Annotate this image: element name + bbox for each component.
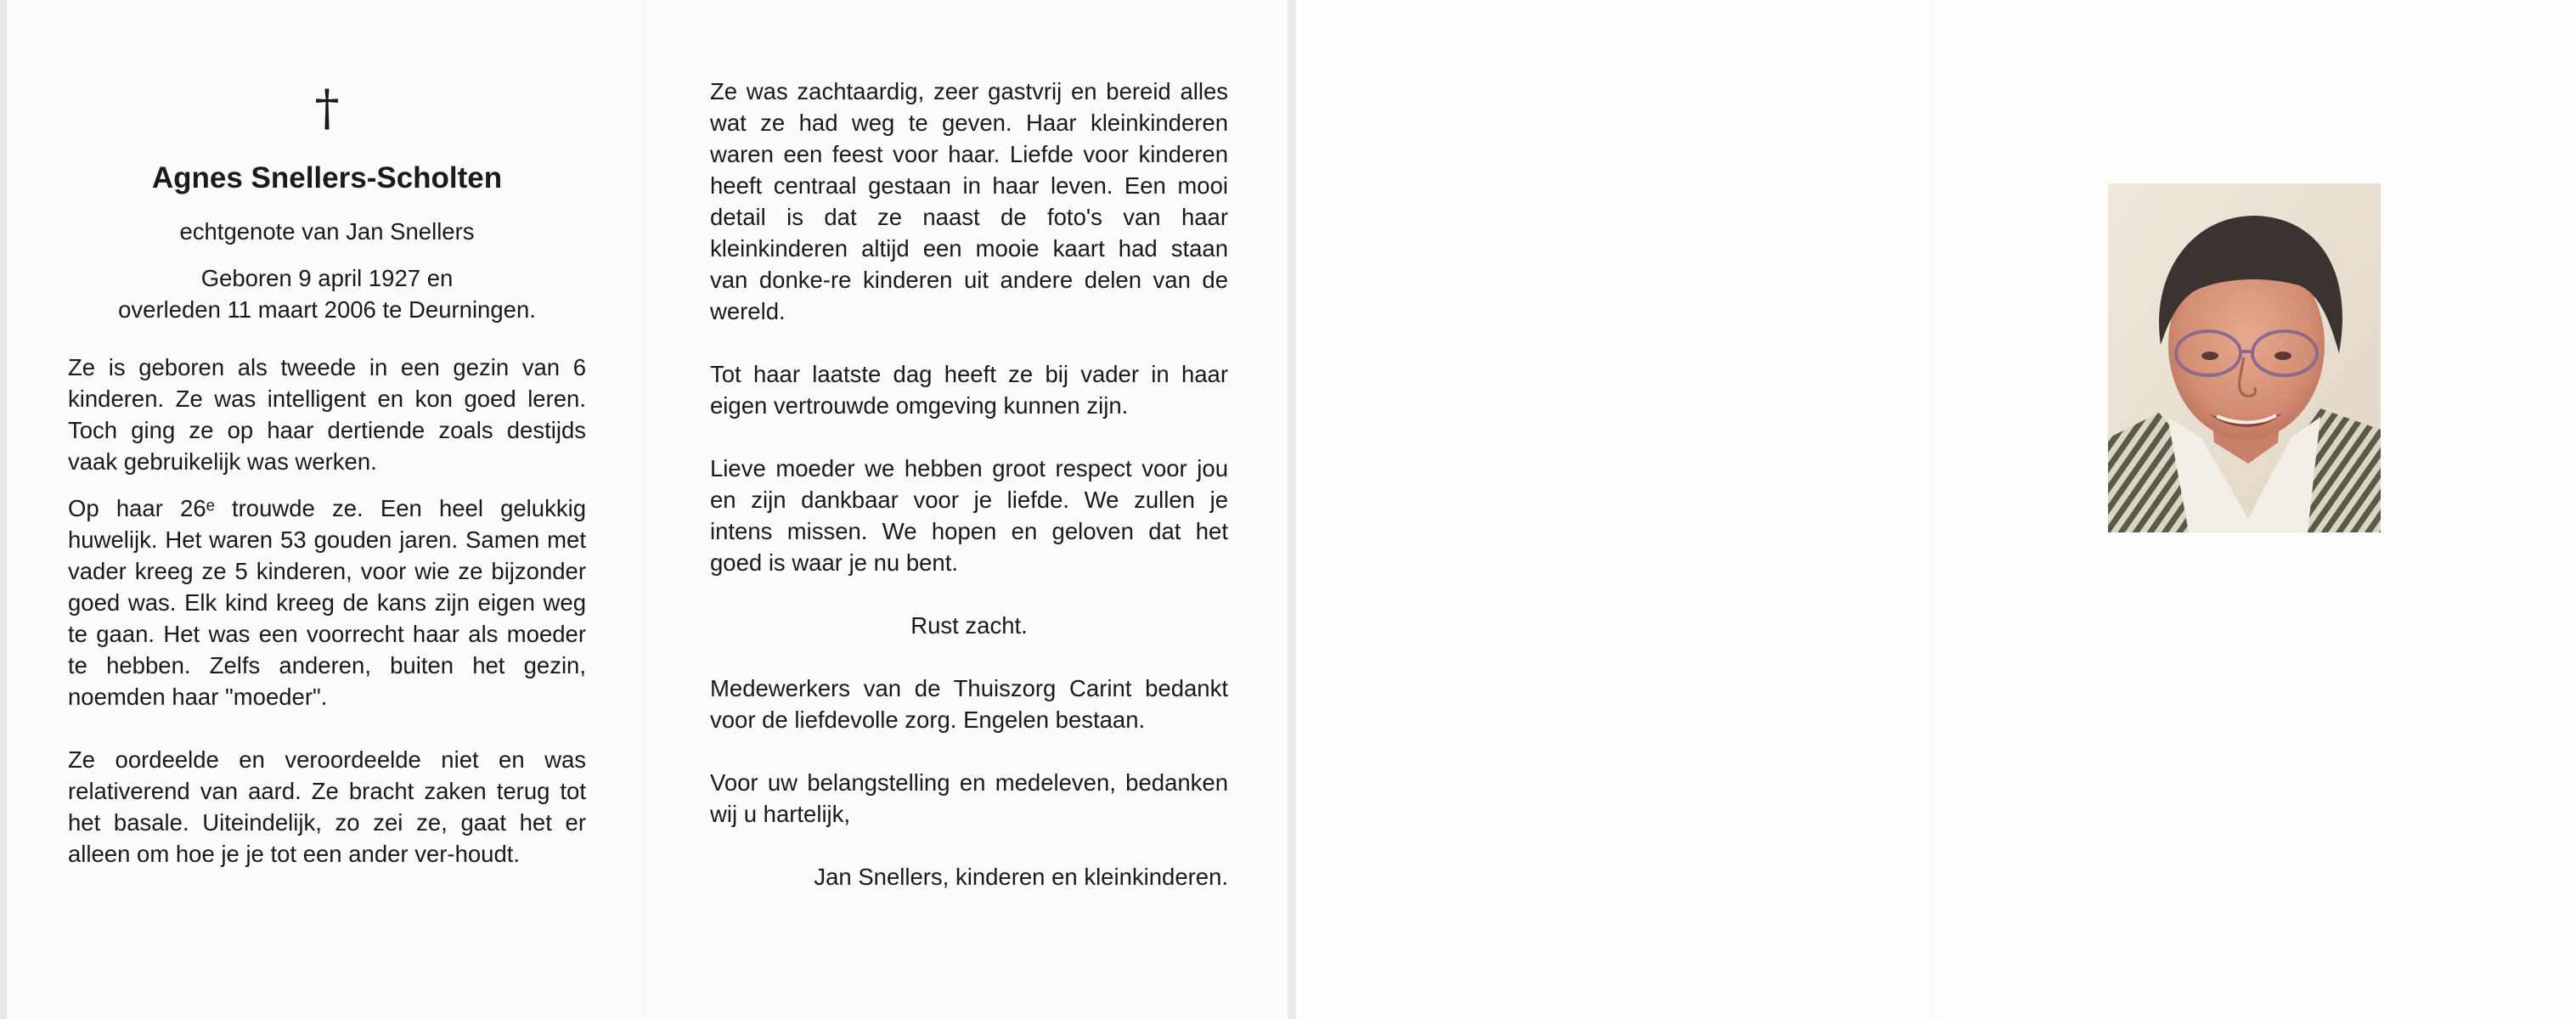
text-column-right [710, 0, 1228, 892]
paragraph-thanks-carint: Medewerkers van de Thuiszorg Carint bedankt voor de liefdevolle zorg. Engelen bestaan. [710, 675, 1228, 733]
rest-line: Rust zacht. [910, 612, 1028, 639]
text-column-left [68, 0, 586, 870]
paragraph-farewell: Lieve moeder we hebben groot respect voor jou en zijn dankbaar voor je liefde. We zullen je intens missen. We hopen en geloven dat het goed is waar je nu bent. [710, 455, 1228, 576]
paragraph-childhood: Ze is geboren als tweede in een gezin van 6 kinderen. Ze was intelligent en kon goed leren. Toch ging ze op haar dertiende zoals destijds vaak gebruikelijk was werken. [68, 354, 586, 475]
fold-line [644, 0, 645, 1019]
cross-symbol: † [314, 79, 340, 137]
card-right-sheet [1296, 0, 2576, 1019]
paragraph-thanks-all: Voor uw belangstelling en medeleven, bedanken wij u hartelijk, [710, 769, 1228, 827]
paragraph-character: Ze oordeelde en veroordeelde niet en was relativerend van aard. Ze bracht zaken terug tot het basale. Uiteindelijk, zo zei ze, gaat het er alleen om hoe je je tot een ander ver-houdt. [68, 746, 586, 867]
spouse-line: echtgenote van Jan Snellers [179, 218, 475, 245]
paragraph-last-day: Tot haar laatste dag heeft ze bij vader in haar eigen vertrouwde omgeving kunnen zijn. [710, 361, 1228, 419]
card-left-sheet [7, 0, 1288, 1019]
paragraph-marriage: Op haar 26ᵉ trouwde ze. Een heel gelukkig huwelijk. Het waren 53 gouden jaren. Samen met vader kreeg ze 5 kinderen, voor wie ze bijzonder goed was. Elk kind kreeg de kans zijn eigen weg te gaan. Het was een voorrecht haar als moeder te hebben. Zelfs anderen, buiten het gezin, noemden haar "moeder". [68, 495, 586, 710]
deceased-name: Agnes Snellers-Scholten [151, 161, 503, 194]
portrait-photo [2108, 183, 2381, 532]
death-line: overleden 11 maart 2006 te Deurningen. [118, 296, 536, 323]
portrait-image [2108, 183, 2381, 532]
life-dates [68, 262, 586, 325]
signature-line: Jan Snellers, kinderen en kleinkinderen. [814, 864, 1228, 890]
birth-line: Geboren 9 april 1927 en [200, 265, 454, 291]
fold-line-right [1931, 0, 1932, 1019]
paragraph-generosity: Ze was zachtaardig, zeer gastvrij en bereid alles wat ze had weg te geven. Haar kleinkinderen waren een feest voor haar. Liefde voor kinderen heeft centraal gestaan in haar leven. Een mooi detail is dat ze naast de foto's van haar kleinkinderen altijd een mooie kaart had staan van donke-re kinderen uit andere delen van de wereld. [710, 78, 1228, 324]
